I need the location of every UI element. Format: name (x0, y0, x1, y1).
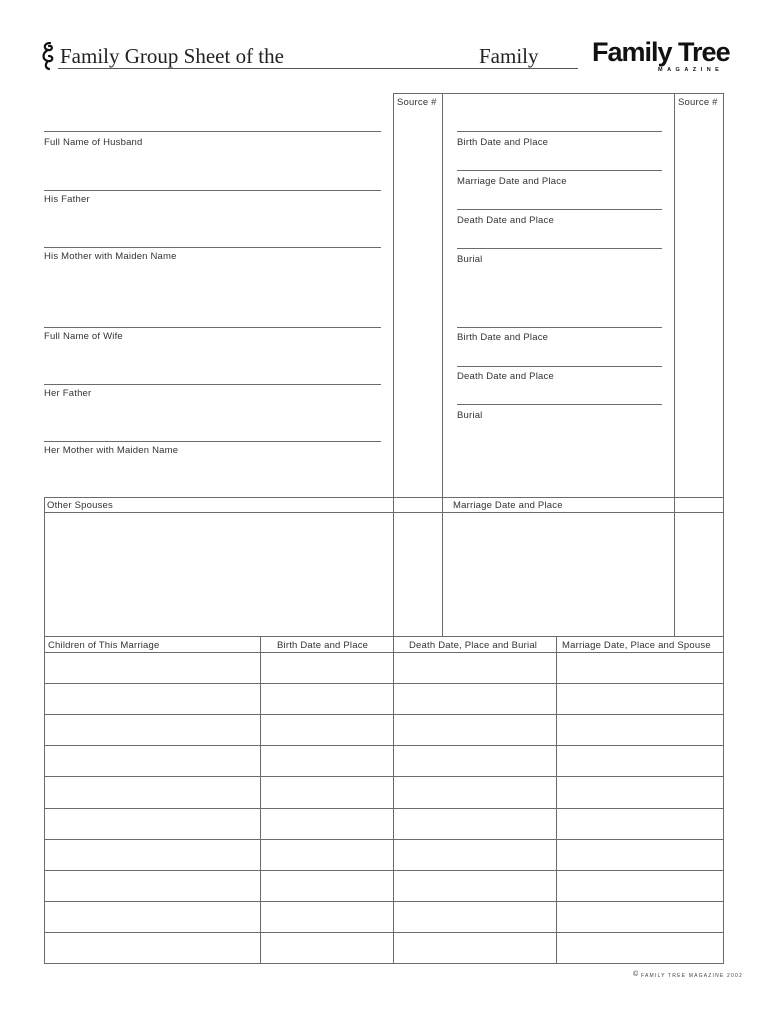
source-right-col-left (674, 93, 675, 636)
children-cell[interactable] (557, 809, 723, 838)
right-border (723, 93, 724, 964)
children-cell[interactable] (45, 809, 260, 838)
copyright-symbol: © (633, 971, 639, 978)
children-cell[interactable] (261, 777, 393, 806)
children-cell[interactable] (557, 715, 723, 744)
family-label: Family (479, 44, 539, 68)
children-cell[interactable] (261, 840, 393, 869)
other-spouses-top (44, 497, 724, 498)
other-spouses-field[interactable] (45, 513, 392, 635)
children-cell[interactable] (557, 871, 723, 900)
children-cell[interactable] (394, 653, 556, 682)
logo-subtitle: MAGAZINE (658, 67, 724, 73)
children-cell[interactable] (45, 902, 260, 931)
other-spouses-marriage-field[interactable] (443, 513, 673, 635)
children-cell[interactable] (557, 902, 723, 931)
children-cell[interactable] (394, 684, 556, 713)
children-cell[interactable] (261, 933, 393, 962)
children-cell[interactable] (394, 715, 556, 744)
husband-birth-label: Birth Date and Place (457, 137, 549, 148)
children-cell[interactable] (394, 777, 556, 806)
husband-name-line[interactable] (44, 131, 381, 132)
husband-mother-line[interactable] (44, 247, 381, 248)
copyright-text: FAMILY TREE MAGAZINE 2002 (641, 973, 743, 979)
children-cell[interactable] (394, 933, 556, 962)
children-cell[interactable] (557, 746, 723, 775)
children-header-marriage: Marriage Date, Place and Spouse (562, 640, 711, 651)
source-left-col-left (393, 93, 394, 636)
children-cell[interactable] (45, 684, 260, 713)
wife-birth-line[interactable] (457, 327, 662, 328)
children-cell[interactable] (557, 653, 723, 682)
ornament-icon (38, 40, 58, 72)
husband-name-label: Full Name of Husband (44, 137, 143, 148)
husband-death-line[interactable] (457, 209, 662, 210)
husband-father-label: His Father (44, 194, 90, 205)
children-cell[interactable] (557, 684, 723, 713)
children-cell[interactable] (394, 902, 556, 931)
wife-father-line[interactable] (44, 384, 381, 385)
children-table-bottom (44, 963, 724, 964)
children-header-death: Death Date, Place and Burial (409, 640, 538, 651)
children-cell[interactable] (261, 715, 393, 744)
children-cell[interactable] (557, 777, 723, 806)
children-cell[interactable] (45, 715, 260, 744)
children-cell[interactable] (261, 809, 393, 838)
children-cell[interactable] (45, 746, 260, 775)
children-header-name: Children of This Marriage (48, 640, 160, 651)
children-cell[interactable] (394, 746, 556, 775)
wife-name-label: Full Name of Wife (44, 331, 123, 342)
wife-birth-label: Birth Date and Place (457, 332, 549, 343)
wife-father-label: Her Father (44, 388, 92, 399)
children-cell[interactable] (45, 933, 260, 962)
husband-birth-line[interactable] (457, 131, 662, 132)
husband-father-line[interactable] (44, 190, 381, 191)
children-cell[interactable] (557, 933, 723, 962)
wife-burial-line[interactable] (457, 404, 662, 405)
husband-marriage-line[interactable] (457, 170, 662, 171)
wife-name-line[interactable] (44, 327, 381, 328)
children-cell[interactable] (261, 871, 393, 900)
title-underline (58, 68, 578, 69)
children-header-birth: Birth Date and Place (277, 640, 369, 651)
husband-marriage-label: Marriage Date and Place (457, 176, 567, 187)
sheet-title: Family Group Sheet of the (60, 44, 284, 68)
children-cell[interactable] (394, 840, 556, 869)
children-cell[interactable] (261, 746, 393, 775)
wife-mother-line[interactable] (44, 441, 381, 442)
wife-burial-label: Burial (457, 410, 483, 421)
logo: Family Tree (592, 37, 730, 67)
children-cell[interactable] (261, 653, 393, 682)
children-cell[interactable] (45, 840, 260, 869)
husband-mother-label: His Mother with Maiden Name (44, 251, 177, 262)
husband-burial-label: Burial (457, 254, 483, 265)
children-cell[interactable] (261, 902, 393, 931)
children-cell[interactable] (394, 871, 556, 900)
other-spouses-marriage-label: Marriage Date and Place (453, 500, 563, 511)
husband-death-label: Death Date and Place (457, 215, 554, 226)
source-header-left: Source # (397, 97, 437, 108)
wife-mother-label: Her Mother with Maiden Name (44, 445, 179, 456)
children-cell[interactable] (45, 653, 260, 682)
source-header-right: Source # (678, 97, 718, 108)
children-cell[interactable] (45, 777, 260, 806)
header (0, 0, 770, 90)
wife-death-label: Death Date and Place (457, 371, 554, 382)
children-cell[interactable] (394, 809, 556, 838)
wife-death-line[interactable] (457, 366, 662, 367)
children-table-top (44, 636, 724, 637)
children-cell[interactable] (261, 684, 393, 713)
children-cell[interactable] (45, 871, 260, 900)
other-spouses-label: Other Spouses (47, 500, 113, 511)
husband-burial-line[interactable] (457, 248, 662, 249)
children-cell[interactable] (557, 840, 723, 869)
